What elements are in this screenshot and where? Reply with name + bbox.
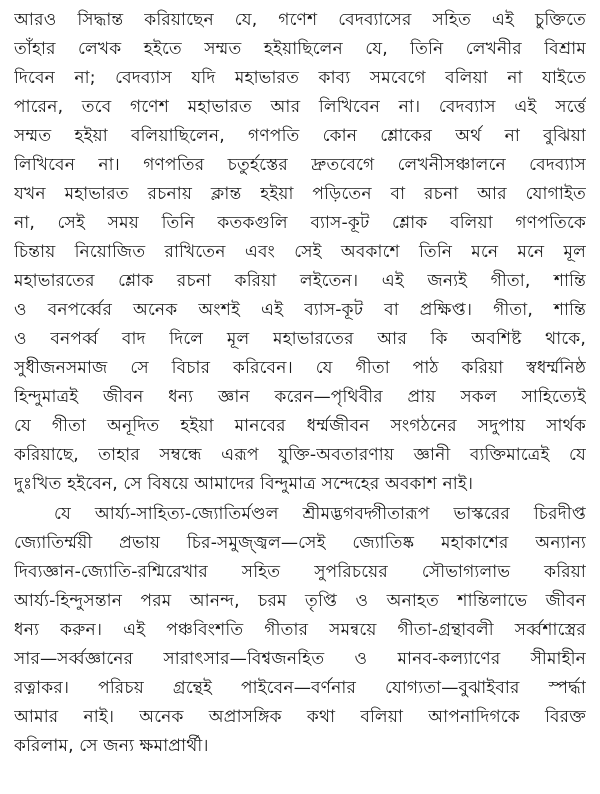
text-line: ও বনপর্ব্বের অনেক অংশই এই ব্যাস-কূট বা প্রক্ষিপ্ত। গীতা, শান্তি: [14, 300, 586, 320]
text-line: সম্মত হইয়া বলিয়াছিলেন, গণপতি কোন শ্লোকের অর্থ না বুঝিয়া: [14, 126, 586, 146]
paragraph-1: [14, 6, 586, 499]
text-line: পারেন, তবে গণেশ মহাভারত আর লিখিবেন না। বেদব্যাস এই সর্ত্তে: [14, 97, 586, 117]
text-line: আর্য্য-হিন্দুসন্তান পরম আনন্দ, চরম তৃপ্তি ও অনাহত শান্তিলাভে জীবন: [14, 591, 586, 611]
text-line: চিন্তায় নিয়োজিত রাখিতেন এবং সেই অবকাশে তিনি মনে মনে মূল: [14, 242, 586, 262]
text-line: জ্যোতির্ম্ময়ী প্রভায় চির-সমুজ্জ্বল—সেই জ্যোতিষ্ক মহাকাশের অন্যান্য: [14, 533, 586, 553]
text-line: ও বনপর্ব্ব বাদ দিলে মূল মহাভারতের আর কি অবশিষ্ট থাকে,: [14, 329, 586, 349]
text-line: না, সেই সময় তিনি কতকগুলি ব্যাস-কূট শ্লোক বলিয়া গণপতিকে: [14, 213, 586, 233]
text-line: যে গীতা অনূদিত হইয়া মানবের ধর্ম্মজীবন সংগঠনের সদুপায় সার্থক: [14, 416, 586, 436]
text-line: আরও সিদ্ধান্ত করিয়াছেন যে, গণেশ বেদব্যাসের সহিত এই চুক্তিতে: [14, 10, 586, 30]
text-line: যে আর্য্য-সাহিত্য-জ্যোতির্মণ্ডল শ্রীমদ্ভগবদ্গীতারূপ ভাস্করের চিরদীপ্ত: [54, 504, 586, 524]
text-line: দুঃখিত হইবেন, সে বিষয়ে আমাদের বিন্দুমাত্র সন্দেহের অবকাশ নাই।: [14, 474, 474, 494]
text-line: আমার নাই। অনেক অপ্রাসঙ্গিক কথা বলিয়া আপনাদিগকে বিরক্ত: [14, 707, 586, 727]
paragraph-2: [14, 500, 586, 761]
text-line: সুধীজনসমাজ সে বিচার করিবেন। যে গীতা পাঠ করিয়া স্বধর্ম্মনিষ্ঠ: [14, 358, 586, 378]
text-line: করিলাম, সে জন্য ক্ষমাপ্রার্থী।: [14, 736, 209, 756]
text-line: লিখিবেন না। গণপতির চতুর্হস্তের দ্রুতবেগে লেখনীসঞ্চালনে বেদব্যাস: [14, 155, 586, 175]
text-line: হিন্দুমাত্রই জীবন ধন্য জ্ঞান করেন—পৃথিবীর প্রায় সকল সাহিত্যেই: [14, 387, 586, 407]
text-line: সার—সর্ব্বজ্ঞানের সারাৎসার—বিশ্বজনহিত ও মানব-কল্যাণের সীমাহীন: [14, 649, 586, 669]
text-line: ধন্য করুন। এই পঞ্চবিংশতি গীতার সমন্বয়ে গীতা-গ্রন্থাবলী সর্ব্বশাস্ত্রের: [14, 620, 586, 640]
text-line: দিব্যজ্ঞান-জ্যোতি-রশ্মিরেখার সহিত সুপরিচয়ের সৌভাগ্যলাভ করিয়া: [14, 562, 586, 582]
text-line: যখন মহাভারত রচনায় ক্লান্ত হইয়া পড়িতেন বা রচনা আর যোগাইত: [14, 184, 586, 204]
text-line: তাঁহার লেখক হইতে সম্মত হইয়াছিলেন যে, তিনি লেখনীর বিশ্রাম: [14, 39, 586, 59]
text-line: করিয়াছে, তাহার সম্বন্ধে এরূপ যুক্তি-অবতারণায় জ্ঞানী ব্যক্তিমাত্রেই যে: [14, 445, 586, 465]
text-line: রত্নাকর। পরিচয় গ্রন্থেই পাইবেন—বর্ণনার যোগ্যতা—বুঝাইবার স্পর্দ্ধা: [14, 678, 586, 698]
text-line: মহাভারতের শ্লোক রচনা করিয়া লইতেন। এই জন্যই গীতা, শান্তি: [14, 271, 586, 291]
text-line: দিবেন না; বেদব্যাস যদি মহাভারত কাব্য সমবেগে বলিয়া না যাইতে: [14, 68, 586, 88]
